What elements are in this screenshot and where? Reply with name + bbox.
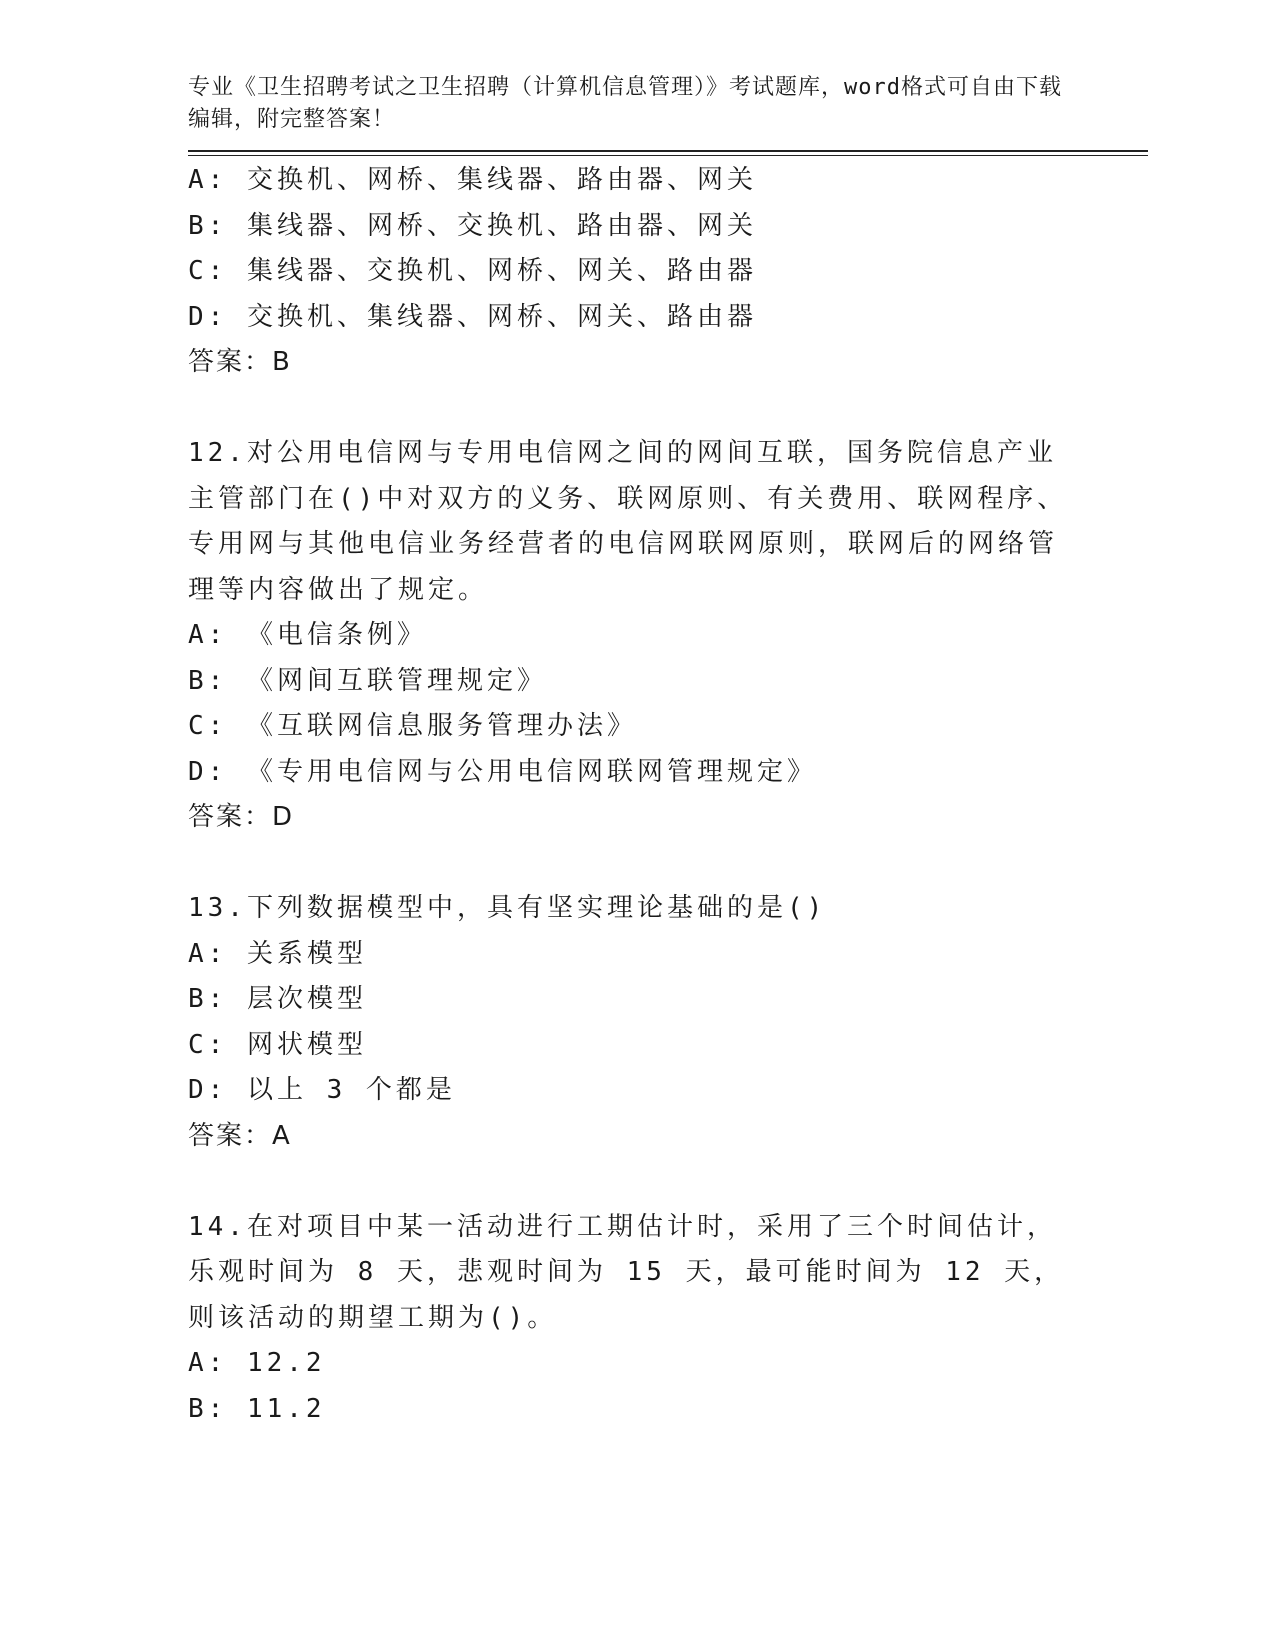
- question-13: [188, 886, 1148, 1159]
- option-a: A: 《电信条例》: [188, 620, 427, 650]
- option-c: C: 网状模型: [188, 1029, 367, 1060]
- question-text: 14.在对项目中某一活动进行工期估计时，采用了三个时间估计，乐观时间为 8 天，悲观时间为 15 天，最可能时间为 12 天，则该活动的期望工期为()。: [188, 1211, 1065, 1333]
- question-14: [188, 1205, 1148, 1433]
- option-c: C: 集线器、交换机、网桥、网关、路由器: [188, 256, 757, 286]
- option-d: D: 交换机、集线器、网桥、网关、路由器: [188, 301, 757, 332]
- question-list: [188, 158, 1148, 1432]
- question-11: [188, 158, 1148, 386]
- option-d: D: 《专用电信网与公用电信网联网管理规定》: [188, 756, 817, 787]
- option-c: C: 《互联网信息服务管理办法》: [188, 711, 637, 741]
- option-b: B: 11.2: [188, 1393, 326, 1424]
- option-a: A: 关系模型: [188, 938, 367, 969]
- answer: 答案：B: [188, 347, 292, 377]
- answer: 答案：D: [188, 802, 295, 832]
- option-b: B: 层次模型: [188, 984, 367, 1014]
- header-divider: [188, 150, 1148, 156]
- document-header: 专业《卫生招聘考试之卫生招聘（计算机信息管理）》考试题库，word格式可自由下载编辑，附完整答案！: [188, 75, 1062, 132]
- answer: 答案：A: [188, 1120, 292, 1151]
- question-12: [188, 431, 1148, 841]
- option-a: A: 12.2: [188, 1348, 326, 1378]
- option-a: A: 交换机、网桥、集线器、路由器、网关: [188, 165, 757, 195]
- option-b: B: 集线器、网桥、交换机、路由器、网关: [188, 210, 757, 241]
- question-text: 13.下列数据模型中，具有坚实理论基础的是(): [188, 893, 827, 923]
- document-page: [188, 72, 1148, 1432]
- question-text: 12.对公用电信网与专用电信网之间的网间互联，国务院信息产业主管部门在()中对双方的义务、联网原则、有关费用、联网程序、专用网与其他电信业务经营者的电信网联网原则，联网后的网络管理等内容做出了规定。: [188, 438, 1068, 605]
- option-d: D: 以上 3 个都是: [188, 1075, 456, 1105]
- option-b: B: 《网间互联管理规定》: [188, 665, 547, 696]
